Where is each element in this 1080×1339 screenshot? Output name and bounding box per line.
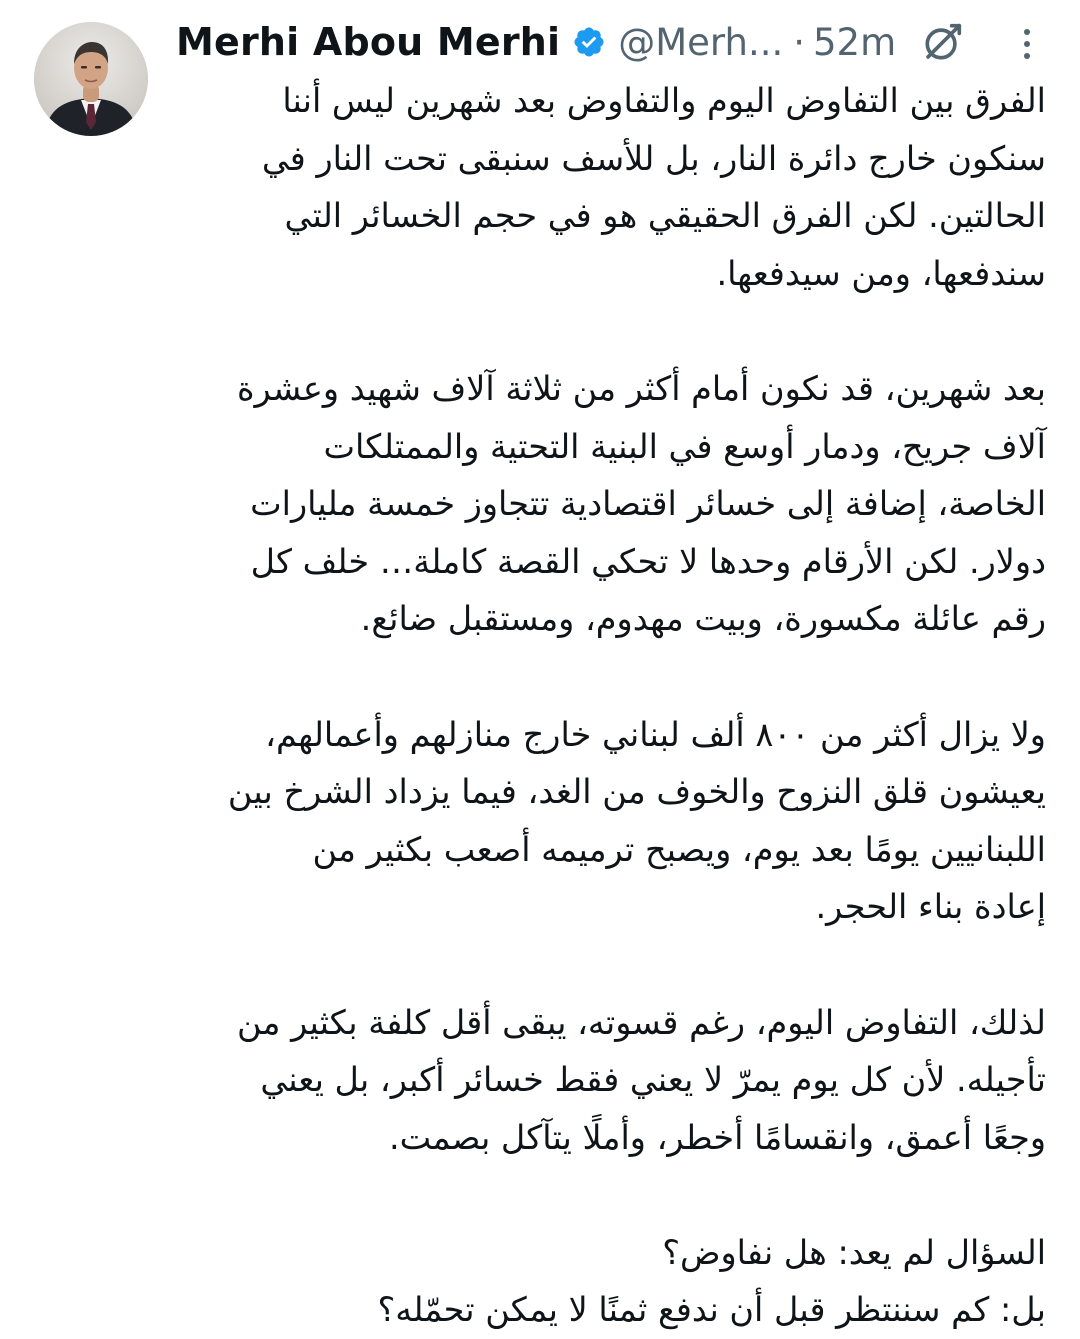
tweet-line: إعادة بناء الحجر. xyxy=(815,887,1046,927)
paragraph-spacer xyxy=(176,1166,1046,1224)
tweet-timestamp[interactable]: 52m xyxy=(813,20,897,64)
tweet-line: آلاف جريح، ودمار أوسع في البنية التحتية والممتلكات xyxy=(323,426,1046,466)
tweet-text xyxy=(176,72,1046,1339)
tweet-paragraph xyxy=(176,706,1046,936)
tweet-line: سنكون خارج دائرة النار، بل للأسف سنبقى تحت النار في xyxy=(261,138,1046,178)
avatar[interactable] xyxy=(34,22,148,136)
tweet-header xyxy=(176,14,1046,70)
grok-icon[interactable] xyxy=(920,19,966,65)
tweet-line: وجعًا أعمق، وانقسامًا أخطر، وأملًا يتآكل بصمت. xyxy=(388,1117,1046,1157)
tweet-line: الحالتين. لكن الفرق الحقيقي هو في حجم الخسائر التي xyxy=(284,196,1046,236)
tweet-paragraph xyxy=(176,72,1046,302)
tweet-line: تأجيله. لأن كل يوم يمرّ لا يعني فقط خسائر أكبر، بل يعني xyxy=(260,1060,1046,1100)
tweet-line: سندفعها، ومن سيدفعها. xyxy=(716,253,1046,293)
author-handle[interactable]: @Merh... xyxy=(618,20,784,64)
tweet-line: الخاصة، إضافة إلى خسائر اقتصادية تتجاوز خمسة مليارات xyxy=(250,484,1046,524)
paragraph-spacer xyxy=(176,648,1046,706)
tweet-line: دولار. لكن الأرقام وحدها لا تحكي القصة كاملة… خلف كل xyxy=(250,541,1046,581)
avatar-portrait-icon xyxy=(34,22,148,136)
tweet-line: لذلك، التفاوض اليوم، رغم قسوته، يبقى أقل كلفة بكثير من xyxy=(236,1002,1046,1042)
author-name[interactable]: Merhi Abou Merhi xyxy=(176,20,561,64)
tweet-line: السؤال لم يعد: هل نفاوض؟ xyxy=(662,1232,1046,1272)
tweet-line: يعيشون قلق النزوح والخوف من الغد، فيما يزداد الشرخ بين xyxy=(227,772,1046,812)
tweet-line: رقم عائلة مكسورة، وبيت مهدوم، ومستقبل ضائع. xyxy=(360,599,1046,639)
tweet-line: ولا يزال أكثر من ٨٠٠ ألف لبناني خارج منازلهم وأعمالهم، xyxy=(265,714,1046,754)
more-options-icon[interactable] xyxy=(1020,24,1034,64)
verified-badge-icon[interactable] xyxy=(572,25,606,59)
tweet-line: اللبنانيين يومًا بعد يوم، ويصبح ترميمه أصعب بكثير من xyxy=(312,829,1046,869)
tweet-line: بعد شهرين، قد نكون أمام أكثر من ثلاثة آلاف شهيد وعشرة xyxy=(236,368,1046,408)
tweet-paragraph xyxy=(176,360,1046,648)
tweet-paragraph xyxy=(176,1224,1046,1339)
paragraph-spacer xyxy=(176,302,1046,360)
tweet-line: بل: كم سننتظر قبل أن ندفع ثمنًا لا يمكن تحمّله؟ xyxy=(377,1290,1046,1330)
header-separator: · xyxy=(793,20,805,64)
tweet-paragraph xyxy=(176,994,1046,1167)
paragraph-spacer xyxy=(176,936,1046,994)
tweet-line: الفرق بين التفاوض اليوم والتفاوض بعد شهرين ليس أننا xyxy=(282,81,1046,120)
